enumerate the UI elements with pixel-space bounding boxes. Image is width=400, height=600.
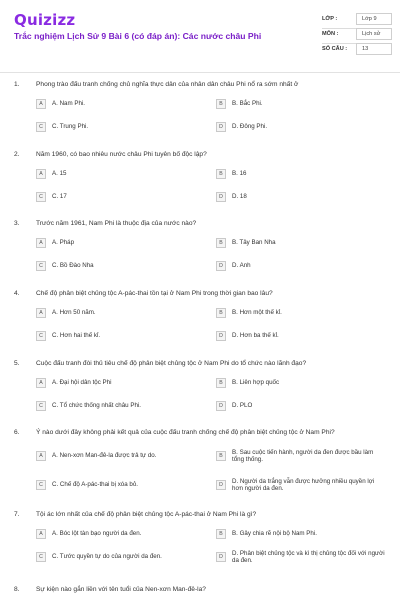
option-key-box: A	[36, 169, 46, 179]
option-text: A. Nam Phi.	[52, 100, 86, 108]
option-b[interactable]	[216, 167, 386, 181]
option-a[interactable]	[36, 376, 196, 390]
question-text: Cuộc đấu tranh đòi thủ tiêu chế độ phân biệt chủng tộc ở Nam Phi do tổ chức nào lãnh đạo?	[36, 360, 307, 367]
option-d[interactable]	[216, 190, 386, 204]
option-key-box: A	[36, 451, 46, 461]
option-key-box: A	[36, 99, 46, 109]
option-d[interactable]	[216, 259, 386, 273]
option-b[interactable]	[216, 376, 386, 390]
option-text: B. Sau cuộc tiến hành, người da đen được bầu làm tổng thống.	[232, 448, 374, 463]
option-c[interactable]	[36, 329, 196, 343]
option-text: B. Tây Ban Nha	[232, 239, 276, 247]
question-text: Phong trào đấu tranh chống chủ nghĩa thực dân của nhân dân châu Phi nổ ra sớm nhất ở	[36, 81, 299, 88]
option-key-box: B	[216, 308, 226, 318]
option-c[interactable]	[36, 190, 196, 204]
option-text: A. Pháp	[52, 239, 75, 247]
question-number: 7.	[14, 511, 20, 518]
option-c[interactable]	[36, 474, 196, 496]
option-text: A. Bóc lột tàn bạo người da đen.	[52, 530, 142, 538]
header-divider	[0, 72, 400, 73]
question-text: Chế độ phân biệt chủng tộc A-pác-thai tồn tại ở Nam Phi trong thời gian bao lâu?	[36, 290, 273, 297]
option-d[interactable]	[216, 120, 386, 134]
question-number: 1.	[14, 81, 20, 88]
option-b[interactable]	[216, 445, 386, 467]
question-number: 5.	[14, 360, 20, 367]
question-text: Trước năm 1961, Nam Phi là thuộc địa của nước nào?	[36, 220, 197, 227]
option-text: B. Liên hợp quốc	[232, 379, 280, 387]
option-key-box: D	[216, 331, 226, 341]
option-b[interactable]	[216, 236, 386, 250]
option-c[interactable]	[36, 546, 196, 568]
question-number: 8.	[14, 586, 20, 593]
option-a[interactable]	[36, 236, 196, 250]
quizizz-logo: Quizizz	[14, 11, 76, 29]
option-key-box: C	[36, 331, 46, 341]
option-d[interactable]	[216, 399, 386, 413]
option-text: D. Anh	[232, 262, 251, 270]
option-d[interactable]	[216, 546, 386, 568]
option-text: D. PLO	[232, 402, 253, 410]
option-text: C. Hơn hai thế kỉ.	[52, 332, 101, 340]
question-text: Ý nào dưới đây không phải kết quả của cuộc đấu tranh chống chế độ phân biệt chủng tộc ở Nam Phi?	[36, 429, 335, 436]
option-key-box: C	[36, 261, 46, 271]
option-text: B. Gây chia rẽ nội bộ Nam Phi.	[232, 530, 317, 538]
option-a[interactable]	[36, 445, 196, 467]
option-text: D. Người da trắng vẫn được hưởng nhiều quyền lợi hơn người da đen.	[232, 477, 375, 492]
option-key-box: D	[216, 122, 226, 132]
class-value: Lớp 9	[356, 13, 392, 25]
option-key-box: A	[36, 378, 46, 388]
option-key-box: C	[36, 480, 46, 490]
option-key-box: C	[36, 552, 46, 562]
quiz-header	[0, 0, 400, 64]
option-key-box: B	[216, 99, 226, 109]
option-key-box: B	[216, 451, 226, 461]
option-text: D. Phân biệt chủng tộc và kì thị chủng tộc đối với người da đen.	[232, 549, 385, 564]
option-text: C. 17	[52, 193, 67, 201]
option-text: A. Đại hội dân tộc Phi	[52, 379, 112, 387]
option-key-box: C	[36, 122, 46, 132]
question-number: 6.	[14, 429, 20, 436]
option-text: A. Hơn 50 năm.	[52, 309, 96, 317]
option-a[interactable]	[36, 167, 196, 181]
option-text: D. Đông Phi.	[232, 123, 268, 131]
option-key-box: D	[216, 480, 226, 490]
option-key-box: B	[216, 529, 226, 539]
option-d[interactable]	[216, 329, 386, 343]
option-c[interactable]	[36, 399, 196, 413]
option-key-box: D	[216, 552, 226, 562]
quiz-title: Trắc nghiệm Lịch Sử 9 Bài 6 (có đáp án): Các nước châu Phi	[14, 31, 262, 41]
question-number: 4.	[14, 290, 20, 297]
question-text: Năm 1960, có bao nhiêu nước châu Phi tuyên bố độc lập?	[36, 151, 207, 158]
option-a[interactable]	[36, 306, 196, 320]
option-text: A. Nen-xơn Man-đê-la được trả tự do.	[52, 452, 157, 460]
question-number: 2.	[14, 151, 20, 158]
option-c[interactable]	[36, 259, 196, 273]
option-key-box: D	[216, 192, 226, 202]
option-text: C. Tước quyền tự do của người da đen.	[52, 553, 162, 561]
option-key-box: A	[36, 238, 46, 248]
option-key-box: D	[216, 401, 226, 411]
option-key-box: A	[36, 529, 46, 539]
option-key-box: B	[216, 238, 226, 248]
option-d[interactable]	[216, 474, 386, 496]
option-text: C. Bồ Đào Nha	[52, 262, 94, 270]
count-label: SỐ CÂU :	[322, 46, 348, 52]
option-text: B. Bắc Phi.	[232, 100, 263, 108]
option-text: D. 18	[232, 193, 247, 201]
class-label: LỚP :	[322, 16, 338, 22]
option-a[interactable]	[36, 97, 196, 111]
option-text: B. Hơn một thế kỉ.	[232, 309, 282, 317]
option-text: B. 16	[232, 170, 247, 178]
option-text: D. Hơn ba thế kỉ.	[232, 332, 279, 340]
option-text: C. Trung Phi.	[52, 123, 89, 131]
option-text: C. Tổ chức thống nhất châu Phi.	[52, 402, 141, 410]
count-value: 13	[356, 43, 392, 55]
option-c[interactable]	[36, 120, 196, 134]
option-b[interactable]	[216, 527, 386, 541]
option-key-box: C	[36, 192, 46, 202]
option-text: A. 15	[52, 170, 67, 178]
option-b[interactable]	[216, 306, 386, 320]
option-a[interactable]	[36, 527, 196, 541]
subject-label: MÔN :	[322, 31, 339, 37]
option-key-box: D	[216, 261, 226, 271]
option-key-box: B	[216, 378, 226, 388]
question-number: 3.	[14, 220, 20, 227]
option-key-box: A	[36, 308, 46, 318]
option-key-box: C	[36, 401, 46, 411]
option-b[interactable]	[216, 97, 386, 111]
question-text: Tội ác lớn nhất của chế độ phân biệt chủng tộc A-pác-thai ở Nam Phi là gì?	[36, 511, 257, 518]
subject-value: Lịch sử	[356, 28, 392, 40]
question-text: Sự kiện nào gắn liền với tên tuổi của Nen-xơn Man-đê-la?	[36, 586, 206, 593]
option-text: C. Chế độ A-pác-thai bị xóa bỏ.	[52, 481, 138, 489]
option-key-box: B	[216, 169, 226, 179]
